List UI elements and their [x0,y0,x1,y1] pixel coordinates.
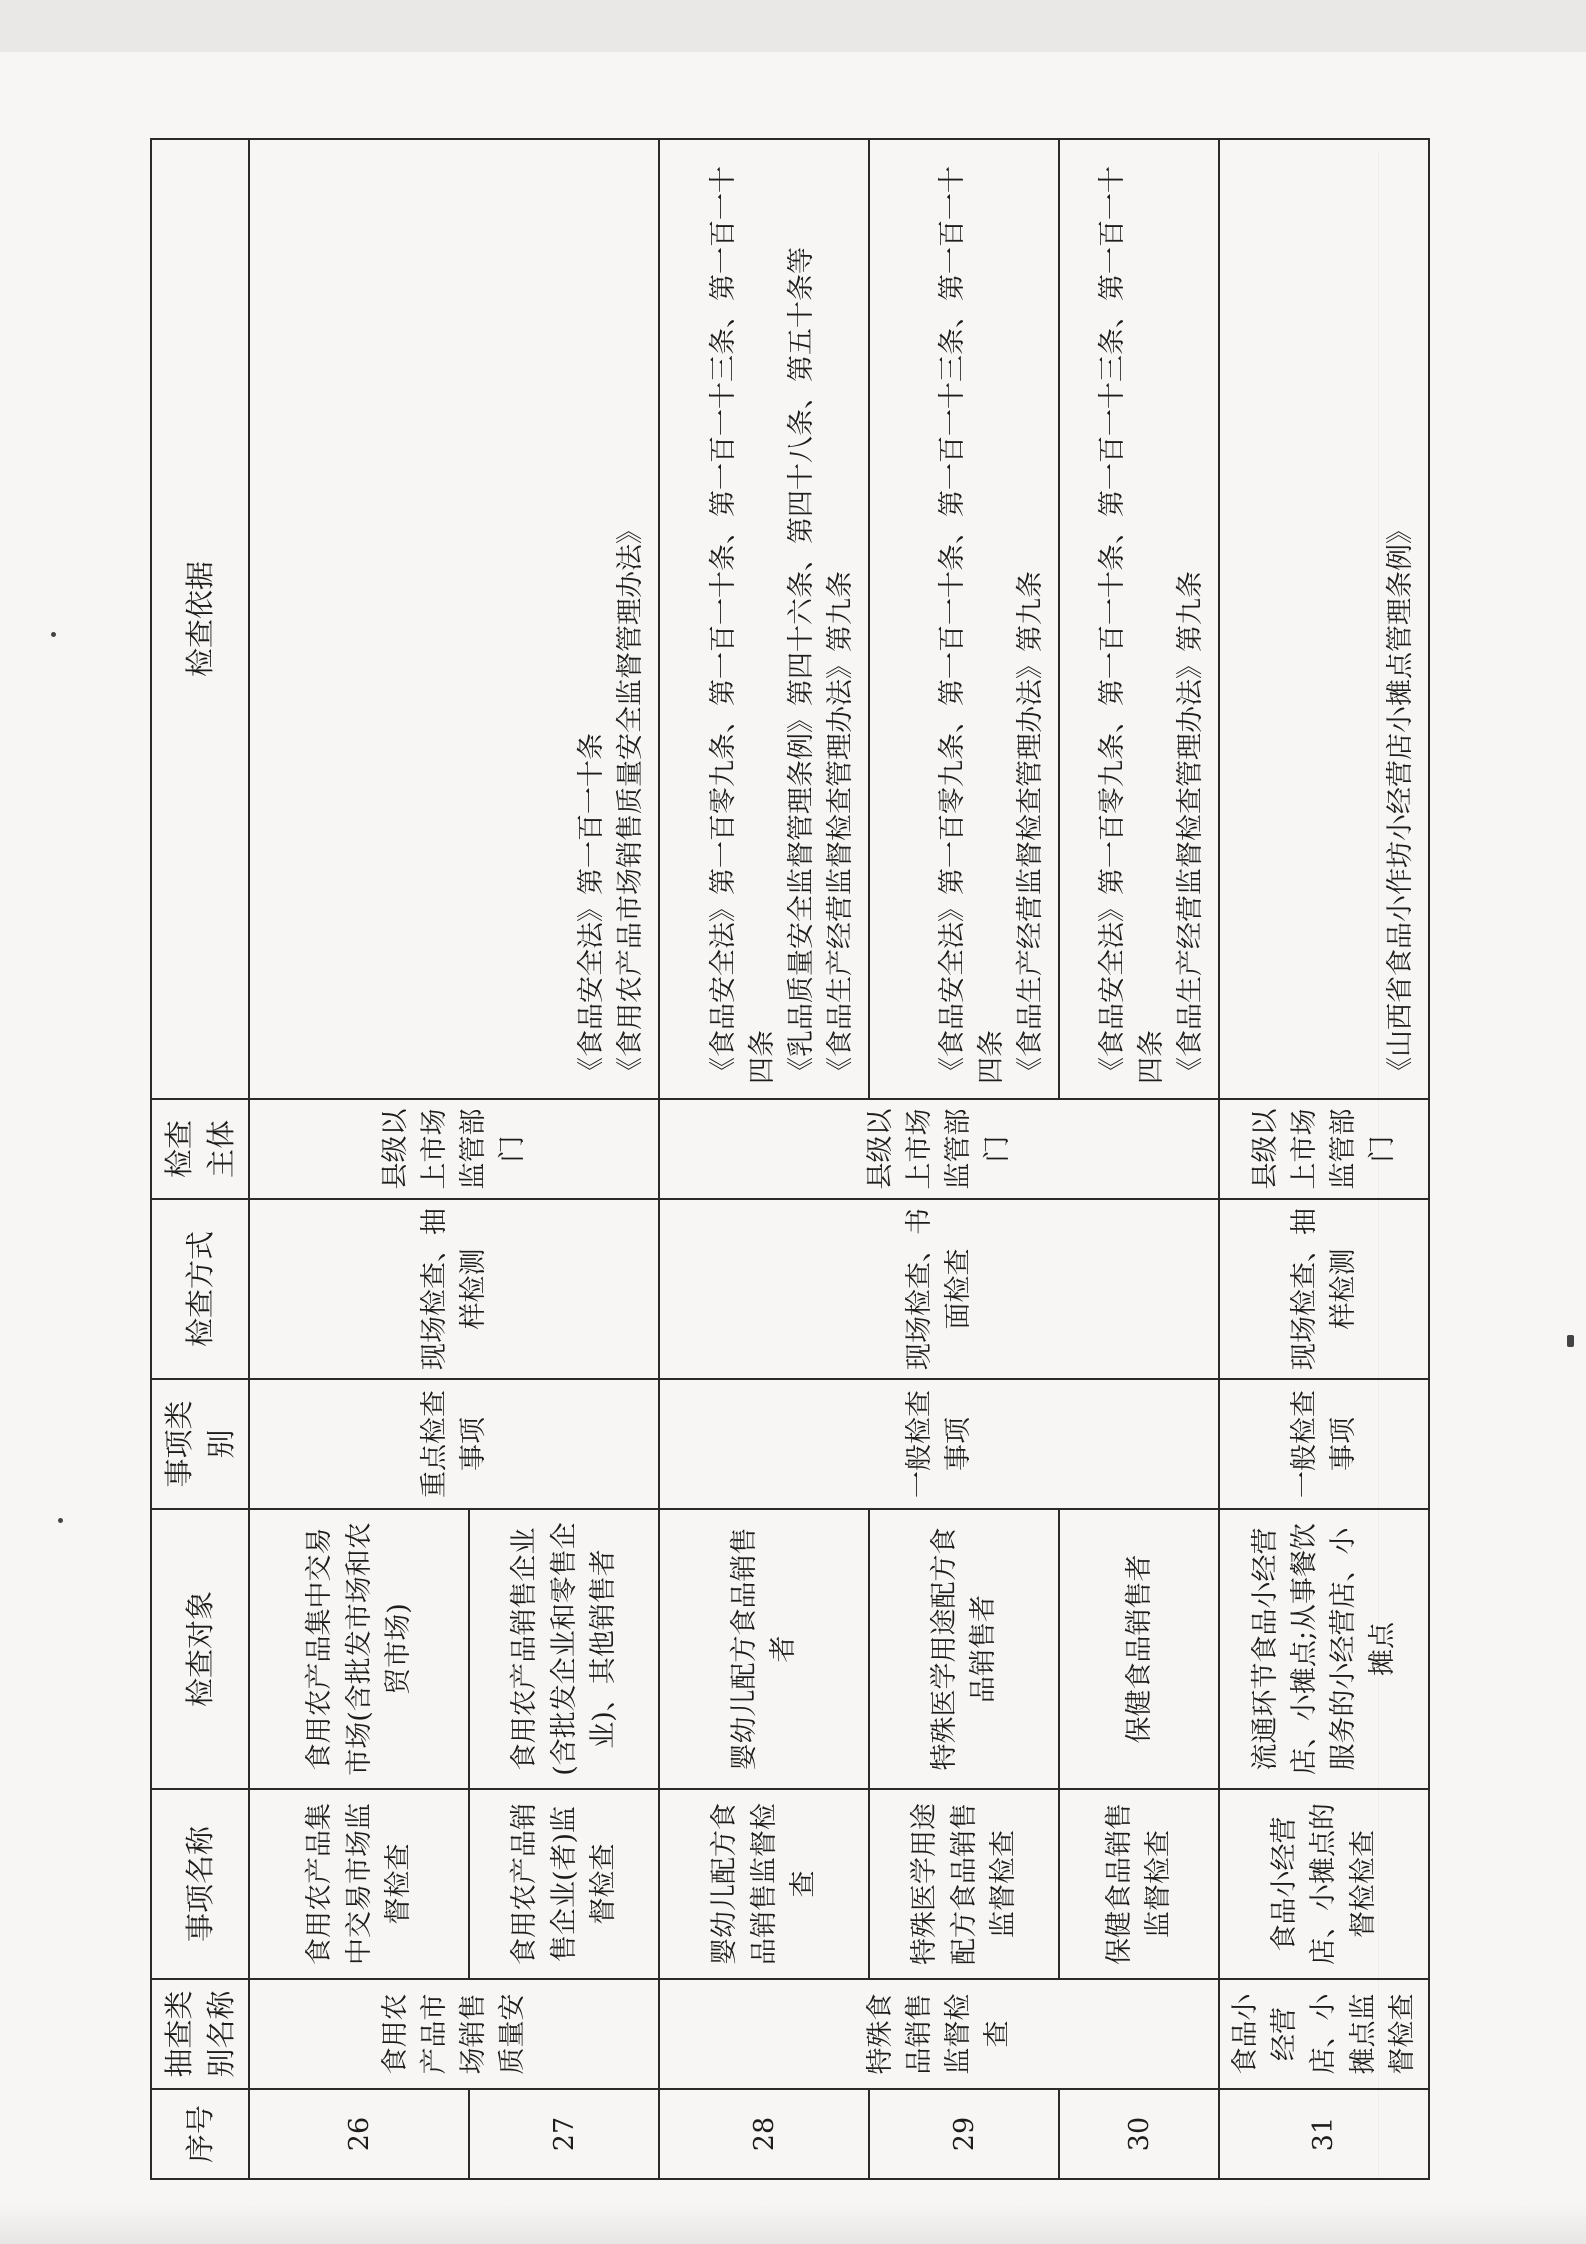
cell-type: 一般检查事项 [1219,1379,1429,1509]
cell-basis [1059,139,1219,1099]
cell-basis [869,139,1059,1099]
cell-method: 现场检查、书面检查 [659,1199,1219,1379]
cell-subject: 县级以上市场监管部门 [659,1099,1219,1199]
cell-basis [1219,139,1429,1099]
cell-basis [249,139,659,1099]
basis-line: 《食品生产经营监督检查管理办法》第九条 [1174,571,1206,1084]
scan-speck [58,1518,63,1523]
cell-object: 特殊医学用途配方食品销售者 [869,1509,1059,1789]
header-seq: 序号 [151,2089,249,2179]
cell-seq: 31 [1219,2089,1429,2179]
header-subject: 检查主体 [151,1099,249,1199]
cell-subject: 县级以上市场监管部门 [1219,1099,1429,1199]
cell-object: 食用农产品销售企业(含批发企业和零售企业)、其他销售者 [469,1509,659,1789]
table-header-row [151,139,249,2179]
cell-basis [659,139,869,1099]
cell-item: 保健食品销售监督检查 [1059,1789,1219,1979]
table-row [1219,139,1429,2179]
scan-speck [1567,1335,1574,1347]
cell-object: 婴幼儿配方食品销售者 [659,1509,869,1789]
cell-seq: 27 [469,2089,659,2179]
basis-line: 《食品安全法》第一百零九条、第一百一十条、第一百一十三条、第一百一十四条 [936,166,1007,1084]
cell-item: 食用农产品集中交易市场监督检查 [249,1789,469,1979]
basis-line: 《食品安全法》第一百零九条、第一百一十条、第一百一十三条、第一百一十四条 [1096,166,1167,1084]
header-object: 检查对象 [151,1509,249,1789]
cell-seq: 29 [869,2089,1059,2179]
basis-line: 《食品安全法》第一百零九条、第一百一十条、第一百一十三条、第一百一十四条 [707,166,778,1084]
scan-edge-bottom [0,2204,1586,2244]
basis-line: 《食用农产品市场销售质量安全监督管理办法》 [614,517,646,1084]
inspection-items-table [150,138,1430,2180]
cell-subject: 县级以上市场监管部门 [249,1099,659,1199]
basis-line: 《食品生产经营监督检查管理办法》第九条 [824,571,856,1084]
cell-item: 特殊医学用途配方食品销售监督检查 [869,1789,1059,1979]
cell-category: 食用农产品市场销售质量安 [249,1979,659,2089]
table-row [659,139,869,2179]
cell-method: 现场检查、抽样检测 [1219,1199,1429,1379]
cell-item: 婴幼儿配方食品销售监督检查 [659,1789,869,1979]
basis-line: 《乳品质量安全监督管理条例》第四十六条、第四十八条、第五十条等 [785,247,817,1084]
cell-object: 保健食品销售者 [1059,1509,1219,1789]
cell-seq: 26 [249,2089,469,2179]
header-type: 事项类别 [151,1379,249,1509]
header-item: 事项名称 [151,1789,249,1979]
basis-line: 《山西省食品小作坊小经营店小摊点管理条例》 [1384,517,1416,1084]
cell-method: 现场检查、抽样检测 [249,1199,659,1379]
cell-object: 食用农产品集中交易市场(含批发市场和农贸市场) [249,1509,469,1789]
cell-item: 食用农产品销售企业(者)监督检查 [469,1789,659,1979]
basis-line: 《食品安全法》第一百一十条 [575,733,607,1084]
cell-item: 食品小经营店、小摊点的督检检查 [1219,1789,1429,1979]
scan-speck [51,632,56,637]
basis-line: 《食品生产经营监督检查管理办法》第九条 [1014,571,1046,1084]
header-basis: 检查依据 [151,139,249,1099]
scan-edge-top [0,0,1586,52]
cell-category: 特殊食品销售监督检查 [659,1979,1219,2089]
header-category: 抽查类别名称 [151,1979,249,2089]
table-row [249,139,469,2179]
cell-seq: 28 [659,2089,869,2179]
cell-category: 食品小经营店、小摊点监督检查 [1219,1979,1429,2089]
header-method: 检查方式 [151,1199,249,1379]
cell-seq: 30 [1059,2089,1219,2179]
cell-type: 重点检查事项 [249,1379,659,1509]
cell-type: 一般检查事项 [659,1379,1219,1509]
cell-object: 流通环节食品小经营店、小摊点;从事餐饮服务的小经营店、小摊点 [1219,1509,1429,1789]
